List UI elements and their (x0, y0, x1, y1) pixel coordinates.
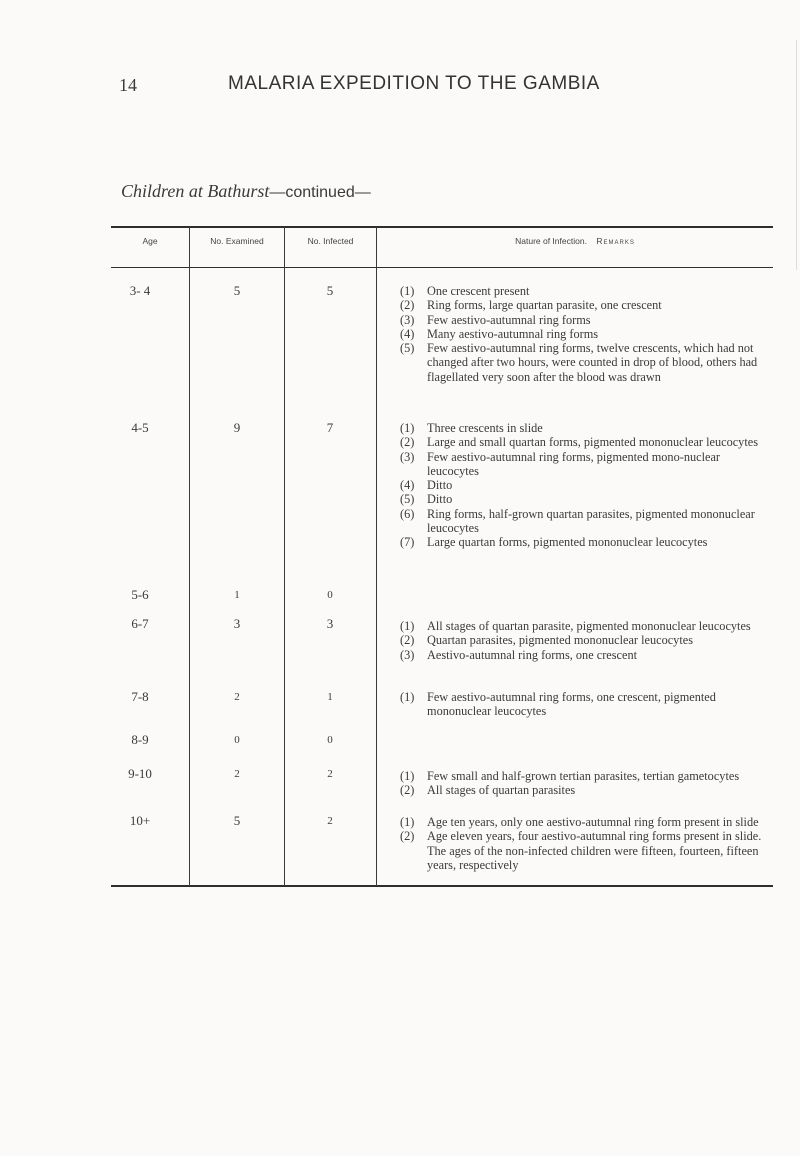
examined-cell: 2 (234, 768, 240, 780)
page-edge-mark (796, 40, 797, 270)
age-cell: 7-8 (131, 689, 149, 704)
age-cell: 6-7 (131, 616, 149, 631)
infected-cell: 2 (327, 768, 333, 780)
age-cell: 4-5 (131, 420, 149, 435)
remark-item: (7) Large quartan forms, pigmented mononuclear leucocytes (400, 535, 708, 550)
examined-cell: 2 (234, 691, 240, 703)
remark-item: (2) Large and small quartan forms, pigmented mononuclear leucocytes (400, 435, 758, 450)
column-divider (284, 227, 285, 886)
header-nature (377, 236, 773, 246)
examined-cell: 0 (234, 734, 240, 746)
remark-item: (6) Ring forms, half-grown quartan parasites, pigmented mononuclear leucocytes (400, 506, 755, 536)
remark-item: (3) Few aestivo-autumnal ring forms, pigmented mono-nuclear leucocytes (400, 449, 720, 478)
age-cell: 5-6 (131, 587, 149, 602)
examined-cell: 5 (233, 283, 241, 298)
remarks-block (400, 769, 772, 798)
table-bottom-rule (111, 885, 773, 887)
remarks-block (400, 815, 772, 872)
remark-item: (3) Few aestivo-autumnal ring forms (400, 312, 591, 327)
infected-cell: 1 (327, 691, 333, 703)
remarks-block (400, 619, 772, 662)
remark-item: (2) All stages of quartan parasites (400, 783, 576, 798)
running-head: MALARIA EXPEDITION TO THE GAMBIA (228, 73, 600, 94)
age-cell: 8-9 (131, 732, 149, 747)
remarks-block (400, 284, 772, 384)
header-nature-label: Nature of Infection. (515, 236, 587, 246)
remark-item: (5) Ditto (400, 492, 453, 507)
table-header-rule (111, 267, 773, 268)
column-divider (189, 227, 190, 886)
remark-item: (4) Ditto (400, 478, 453, 493)
infected-cell: 0 (327, 589, 333, 601)
header-infected: No. Infected (307, 236, 354, 246)
examined-cell: 1 (234, 589, 240, 601)
age-cell: 3- 4 (129, 283, 151, 298)
header-remarks-label: Remarks (596, 236, 635, 246)
remark-item: (5) Few aestivo-autumnal ring forms, twelve crescents, which had not changed after two hours, were counted in drop of blood, others had flagellated very soon after the blood was drawn (400, 341, 758, 384)
remarks-block (400, 421, 772, 550)
remark-item: (3) Aestivo-autumnal ring forms, one crescent (400, 647, 638, 662)
remark-item: (4) Many aestivo-autumnal ring forms (400, 326, 599, 341)
infected-cell: 5 (326, 283, 334, 298)
section-title-continued: —continued— (269, 184, 371, 201)
table-top-rule (111, 226, 773, 228)
page-number: 14 (119, 75, 137, 95)
examined-cell: 9 (233, 420, 241, 435)
examined-cell: 5 (233, 813, 241, 828)
remark-item: (1) One crescent present (400, 284, 530, 298)
remark-item: (2) Ring forms, large quartan parasite, one crescent (400, 298, 662, 313)
section-title (121, 181, 371, 202)
remark-item: (1) All stages of quartan parasite, pigmented mononuclear leucocytes (400, 619, 751, 633)
remark-item: (1) Few aestivo-autumnal ring forms, one crescent, pigmented mononuclear leucocytes (400, 690, 716, 719)
header-age: Age (142, 236, 158, 246)
section-title-italic: Children at Bathurst (121, 181, 270, 201)
remarks-block (400, 690, 772, 719)
remark-item: (1) Age ten years, only one aestivo-autumnal ring form present in slide (400, 815, 759, 829)
infected-cell: 0 (327, 734, 333, 746)
remark-item: (1) Three crescents in slide (400, 421, 543, 435)
infected-cell: 3 (326, 616, 334, 631)
age-cell: 9-10 (128, 766, 152, 781)
infected-cell: 7 (326, 420, 334, 435)
age-cell: 10+ (129, 813, 151, 828)
remark-item: (1) Few small and half-grown tertian parasites, tertian gametocytes (400, 769, 740, 783)
examined-cell: 3 (233, 616, 241, 631)
infected-cell: 2 (327, 815, 333, 827)
header-examined: No. Examined (210, 236, 264, 246)
remark-item: (2) Age eleven years, four aestivo-autumnal ring forms present in slide. The ages of the non-infected children were fifteen, fourteen, fifteen years, respectively (400, 829, 762, 872)
column-divider (376, 227, 377, 886)
remark-item: (2) Quartan parasites, pigmented mononuclear leucocytes (400, 633, 693, 648)
